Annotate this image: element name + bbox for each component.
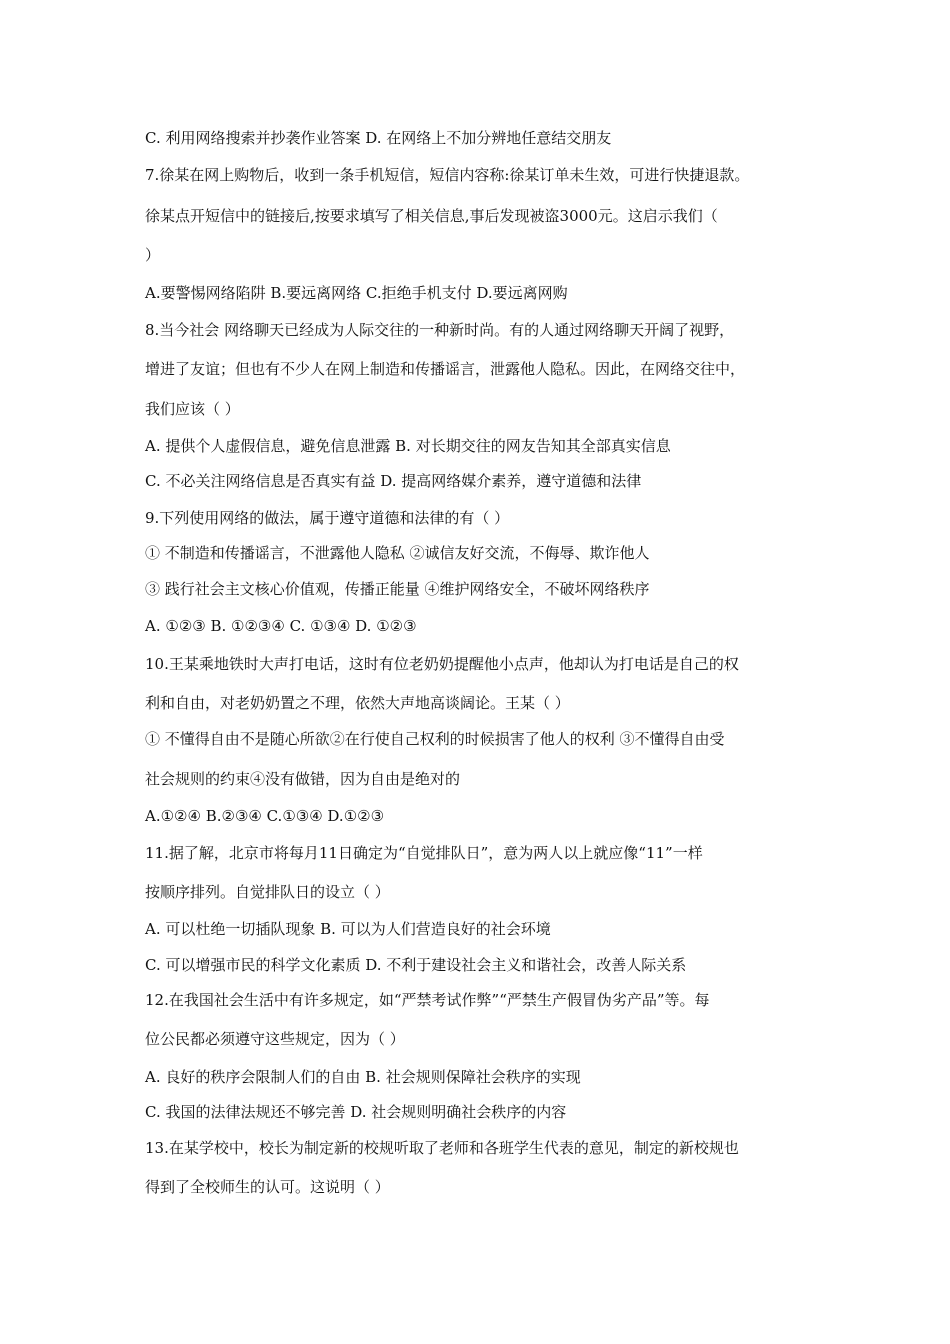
text-line: 得到了全校师生的认可。这说明（ ） <box>145 1178 390 1196</box>
text-line: 7.徐某在网上购物后，收到一条手机短信，短信内容称:徐某订单未生效，可进行快捷退款。 <box>145 166 750 184</box>
text-line: 徐某点开短信中的链接后,按要求填写了相关信息,事后发现被盗3000元。这启示我们（ <box>145 207 718 225</box>
text-line: A. 可以杜绝一切插队现象 B. 可以为人们营造良好的社会环境 <box>145 920 551 938</box>
text-line: A. ①②③ B. ①②③④ C. ①③④ D. ①②③ <box>145 617 417 635</box>
text-line: 利和自由，对老奶奶置之不理，依然大声地高谈阔论。王某（ ） <box>145 694 570 712</box>
text-line: 位公民都必须遵守这些规定，因为（ ） <box>145 1030 405 1048</box>
text-line: 10.王某乘地铁时大声打电话，这时有位老奶奶提醒他小点声，他却认为打电话是自己的权 <box>145 655 739 673</box>
text-line: 按顺序排列。自觉排队日的设立（ ） <box>145 883 390 901</box>
text-line: 社会规则的约束④没有做错，因为自由是绝对的 <box>145 770 461 788</box>
text-line: 9.下列使用网络的做法，属于遵守道德和法律的有（ ） <box>145 509 510 527</box>
text-line: ） <box>145 246 161 264</box>
text-line: C. 可以增强市民的科学文化素质 D. 不利于建设社会主义和谐社会，改善人际关系 <box>145 956 687 974</box>
text-line: C. 不必关注网络信息是否真实有益 D. 提高网络媒介素养，遵守道德和法律 <box>145 472 642 490</box>
text-line: 增进了友谊；但也有不少人在网上制造和传播谣言，泄露他人隐私。因此，在网络交往中， <box>145 360 746 378</box>
text-line: A.①②④ B.②③④ C.①③④ D.①②③ <box>145 807 385 825</box>
text-line: 我们应该（ ） <box>145 400 240 418</box>
text-line: 11.据了解，北京市将每月11日确定为“自觉排队日”，意为两人以上就应像“11”一样 <box>145 844 703 862</box>
text-line: 8.当今社会 网络聊天已经成为人际交往的一种新时尚。有的人通过网络聊天开阔了视野， <box>145 321 735 339</box>
text-line: ① 不制造和传播谣言，不泄露他人隐私 ②诚信友好交流，不侮辱、欺诈他人 <box>145 544 650 562</box>
text-line: A.要警惕网络陷阱 B.要远离网络 C.拒绝手机支付 D.要远离网购 <box>145 284 568 302</box>
text-line: ① 不懂得自由不是随心所欲②在行使自己权利的时候损害了他人的权利 ③不懂得自由受 <box>145 730 725 748</box>
text-line: 12.在我国社会生活中有许多规定，如“严禁考试作弊”“严禁生产假冒伪劣产品”等。每 <box>145 991 710 1009</box>
text-line: ③ 践行社会主文核心价值观，传播正能量 ④维护网络安全，不破坏网络秩序 <box>145 580 650 598</box>
text-line: A. 提供个人虚假信息，避免信息泄露 B. 对长期交往的网友告知其全部真实信息 <box>145 437 671 455</box>
text-line: 13.在某学校中，校长为制定新的校规听取了老师和各班学生代表的意见，制定的新校规也 <box>145 1139 739 1157</box>
text-line: C. 我国的法律法规还不够完善 D. 社会规则明确社会秩序的内容 <box>145 1103 567 1121</box>
text-line: A. 良好的秩序会限制人们的自由 B. 社会规则保障社会秩序的实现 <box>145 1068 581 1086</box>
text-line: C. 利用网络搜索并抄袭作业答案 D. 在网络上不加分辨地任意结交朋友 <box>145 129 612 147</box>
